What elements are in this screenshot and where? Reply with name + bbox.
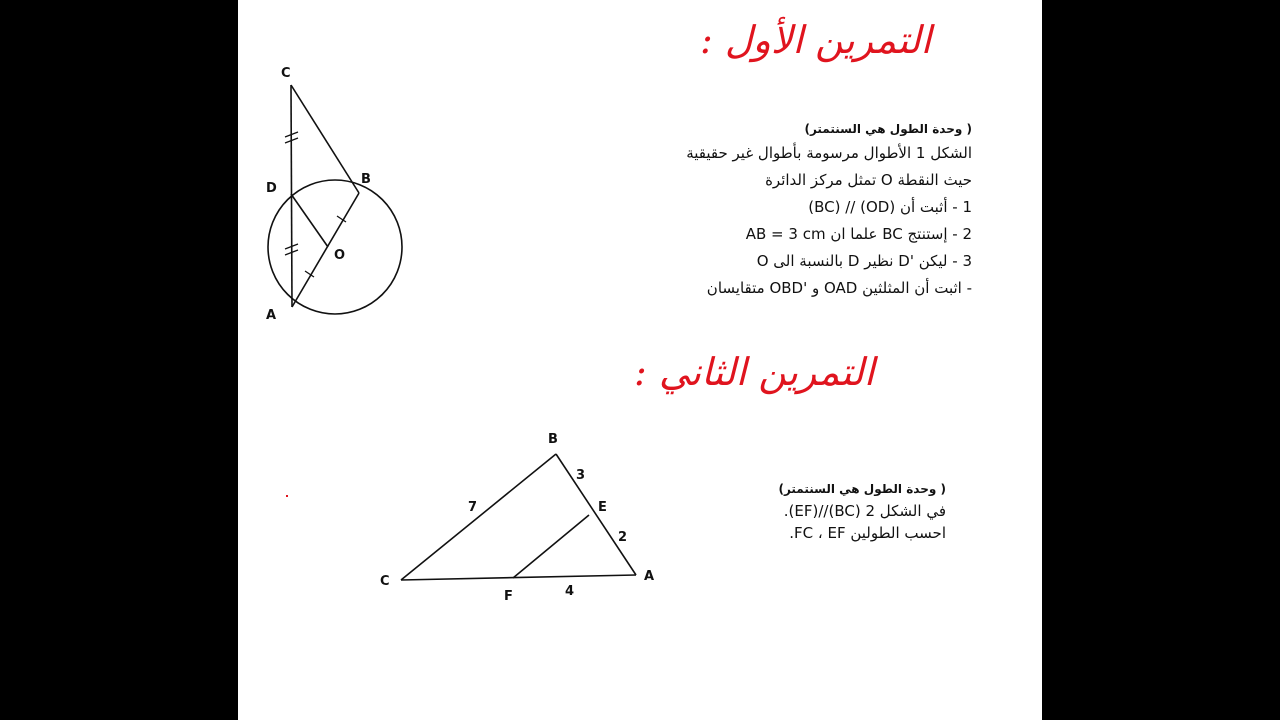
label-b: B: [361, 172, 371, 187]
exercise2-heading: التمرين الثاني :: [634, 350, 875, 394]
exercise1-line-6: - اثبت أن المثلثين OAD و 'OBD متقايسان: [706, 279, 972, 297]
label-a: A: [266, 308, 277, 323]
exercise1-line-4: 2 - إستنتج BC علما ان AB = 3 cm: [745, 225, 972, 243]
circle: [268, 180, 402, 314]
exercise2-line-1: في الشكل 2 (BC)//(EF).: [783, 502, 946, 520]
exercise1-line-5: 3 - ليكن 'D نظير D بالنسبة الى O: [756, 252, 972, 270]
label-c: C: [380, 574, 390, 589]
label-c: C: [281, 66, 291, 81]
segment-cb: [291, 85, 359, 193]
label-d: D: [266, 181, 277, 196]
stray-mark: [286, 495, 288, 497]
label-e: E: [598, 500, 607, 515]
exercise2-line-2: احسب الطولين FC ، EF.: [789, 524, 946, 542]
segment-ba: [556, 454, 636, 575]
segment-do: [291, 194, 328, 247]
length-fa: 4: [565, 584, 575, 599]
length-cb: 7: [468, 500, 478, 515]
segment-ca: [401, 575, 636, 580]
exercise1-line-2: حيث النقطة O تمثل مركز الدائرة: [765, 171, 972, 189]
label-b: B: [548, 432, 558, 447]
exercise2-unit-note: ( وحدة الطول هي السنتمتر): [778, 482, 946, 496]
worksheet-page: [238, 0, 1042, 720]
segment-ef: [513, 515, 589, 578]
label-f: F: [504, 589, 513, 604]
exercise2-figure: [368, 425, 668, 610]
exercise1-figure: [248, 55, 418, 335]
label-a: A: [644, 569, 655, 584]
exercise1-line-3: 1 - أثبت أن (OD) // (BC): [808, 198, 972, 216]
exercise1-unit-note: ( وحدة الطول هي السنتمتر): [804, 122, 972, 136]
label-o: O: [334, 248, 346, 263]
length-be: 3: [576, 468, 586, 483]
exercise1-heading: التمرين الأول :: [700, 18, 932, 62]
length-ea: 2: [618, 530, 628, 545]
exercise2-text: [778, 478, 946, 544]
exercise1-line-1: الشكل 1 الأطوال مرسومة بأطوال غير حقيقية: [686, 144, 972, 162]
exercise1-text: [686, 118, 972, 302]
